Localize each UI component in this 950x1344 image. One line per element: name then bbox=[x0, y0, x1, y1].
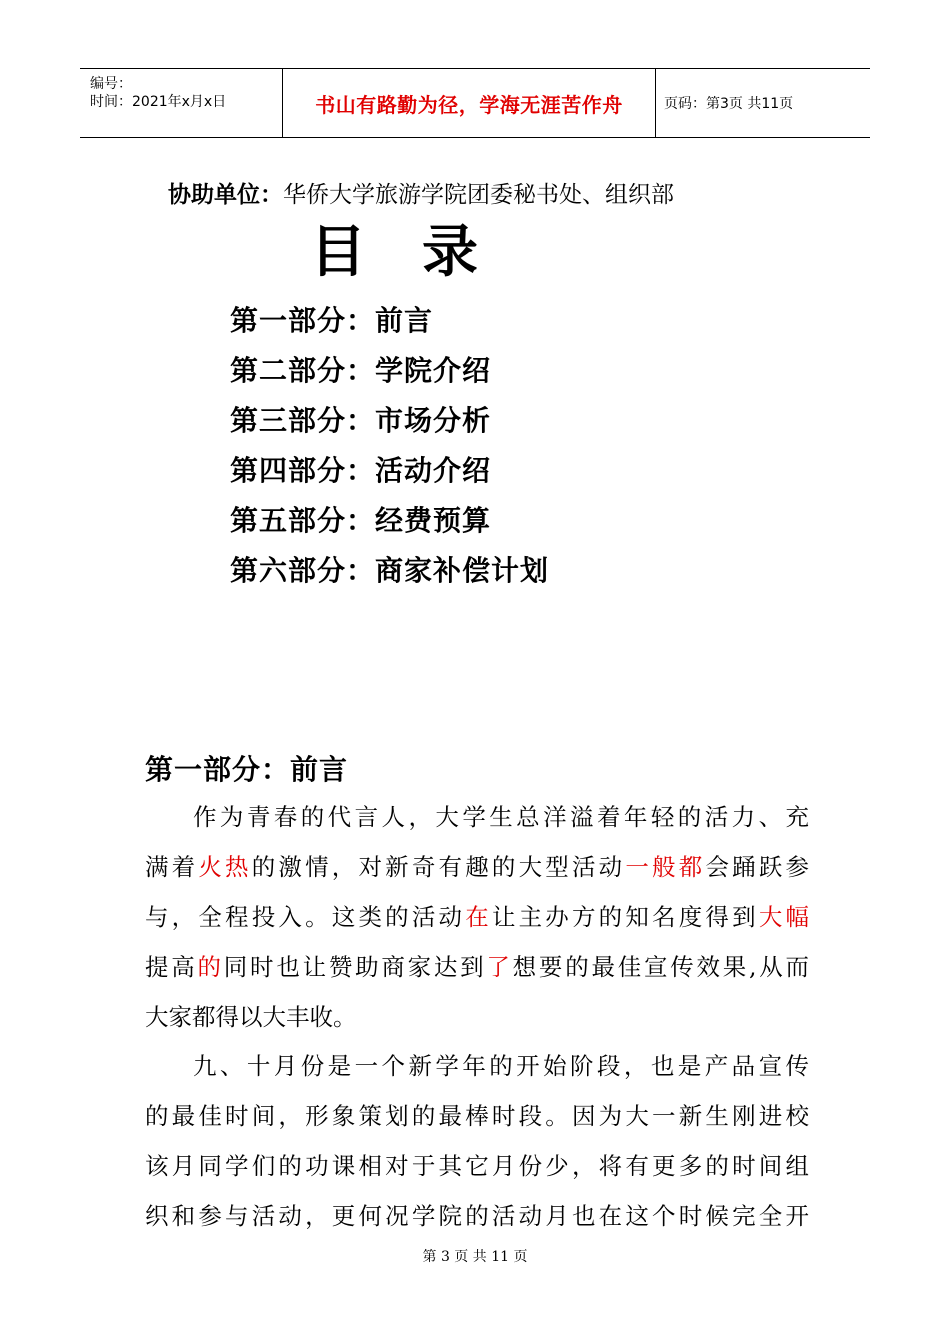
highlight-text: 了 bbox=[486, 953, 513, 981]
page-footer: 第 3 页 共 11 页 bbox=[422, 1249, 528, 1265]
paragraph-line bbox=[145, 892, 809, 942]
header-motto-cell bbox=[282, 69, 656, 137]
text-run: 想要的最佳宣传效果,从而 bbox=[512, 953, 810, 981]
highlight-text: 火热 bbox=[198, 853, 252, 881]
text-run: 的激情，对新奇有趣的大型活动 bbox=[251, 853, 626, 881]
assist-value: 华侨大学旅游学院团委秘书处、组织部 bbox=[283, 182, 674, 208]
text-run: 会踊跃参 bbox=[705, 853, 809, 881]
text-run: 同时也让赞助商家达到 bbox=[223, 953, 487, 981]
highlight-text: 大幅 bbox=[758, 903, 809, 931]
toc-title-char-2: 录 bbox=[422, 220, 478, 285]
toc-list bbox=[230, 300, 549, 600]
toc-item: 第一部分：前言 bbox=[230, 304, 434, 337]
toc-item: 第五部分：经费预算 bbox=[230, 504, 492, 537]
paragraph-line: 的最佳时间，形象策划的最棒时段。因为大一新生刚进校 bbox=[145, 1102, 809, 1130]
page-code: 页码：第3页 共11页 bbox=[664, 96, 794, 112]
text-run: 满着 bbox=[145, 853, 199, 881]
highlight-text: 的 bbox=[197, 953, 224, 981]
paragraph-line: 织和参与活动，更何况学院的活动月也在这个时候完全开 bbox=[145, 1202, 809, 1230]
paragraph-line: 大家都得以大丰收。 bbox=[145, 1003, 357, 1031]
paragraph-line bbox=[145, 842, 809, 892]
paragraph-line: 作为青春的代言人，大学生总洋溢着年轻的活力、充 bbox=[193, 803, 809, 831]
paragraph-line: 该月同学们的功课相对于其它月份少，将有更多的时间组 bbox=[145, 1152, 809, 1180]
toc-item: 第二部分：学院介绍 bbox=[230, 354, 492, 387]
motto-text: 书山有路勤为径，学海无涯苦作舟 bbox=[315, 92, 623, 117]
header-table bbox=[80, 68, 870, 138]
paragraph-line bbox=[145, 942, 809, 992]
toc-item: 第四部分：活动介绍 bbox=[230, 454, 492, 487]
text-run: 与，全程投入。这类的活动 bbox=[145, 903, 466, 931]
highlight-text: 一般都 bbox=[625, 853, 706, 881]
paragraph-2 bbox=[145, 1041, 809, 1241]
toc-title-char-1: 目 bbox=[310, 220, 366, 285]
header-meta-cell bbox=[80, 69, 282, 137]
paragraph-line: 九、十月份是一个新学年的开始阶段，也是产品宣传 bbox=[193, 1052, 809, 1080]
time-label: 时间：2021年x月x日 bbox=[90, 94, 227, 110]
paragraph-1 bbox=[145, 792, 809, 1042]
assist-label: 协助单位： bbox=[168, 182, 283, 208]
text-run: 让主办方的知名度得到 bbox=[491, 903, 759, 931]
toc-title bbox=[310, 218, 510, 288]
section-heading: 第一部分：前言 bbox=[145, 753, 349, 786]
toc-item: 第六部分：商家补偿计划 bbox=[230, 554, 550, 587]
assist-line bbox=[168, 176, 674, 209]
highlight-text: 在 bbox=[465, 903, 492, 931]
number-label: 编号： bbox=[90, 76, 132, 92]
toc-item: 第三部分：市场分析 bbox=[230, 404, 492, 437]
text-run: 提高 bbox=[145, 953, 198, 981]
